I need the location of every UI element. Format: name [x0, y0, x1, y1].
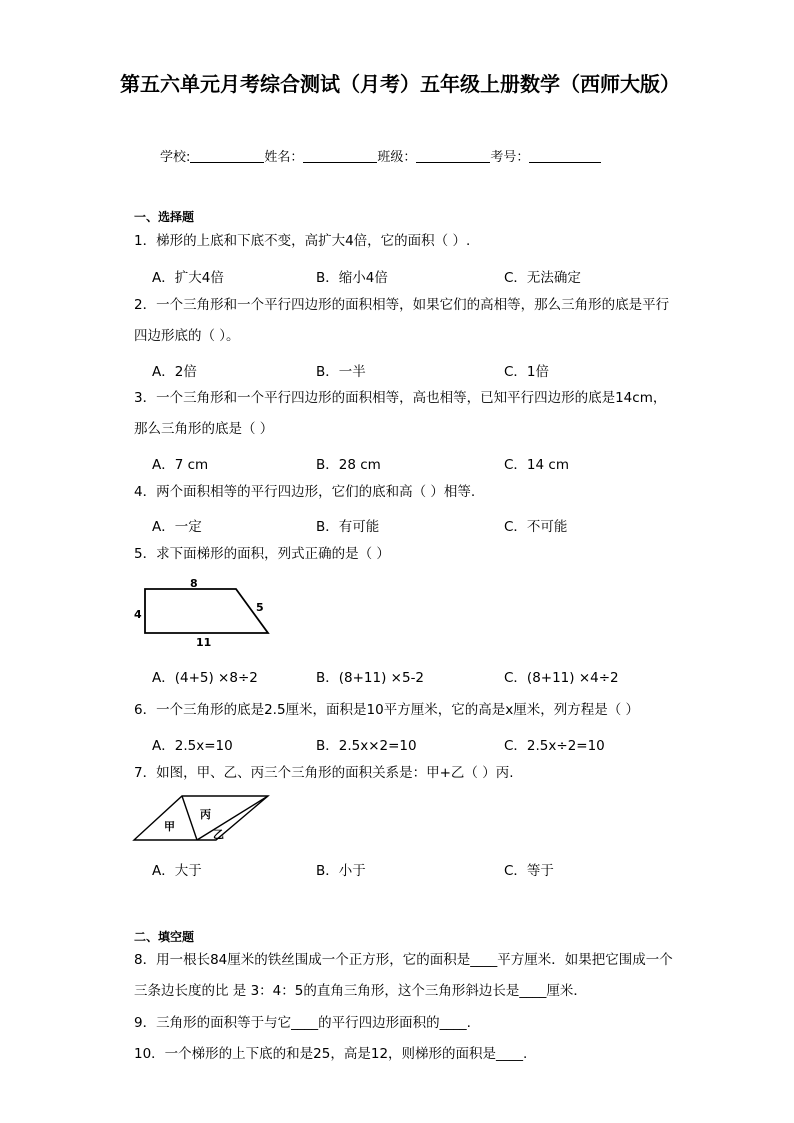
option-b[interactable]: B．(8+11) ×5-2 [316, 670, 425, 686]
option-a[interactable]: A．(4+5) ×8÷2 [152, 670, 258, 686]
class-blank[interactable] [416, 150, 490, 163]
question-8: 8．用一根长84厘米的铁丝围成一个正方形，它的面积是____平方厘米．如果把它围成一个三条边长度的比 是 3：4：5的直角三角形，这个三角形斜边长是____厘米． [134, 952, 673, 999]
option-b[interactable]: B．小于 [316, 863, 366, 879]
section-fill: 二、填空题 [134, 930, 195, 944]
option-b[interactable]: B．缩小4倍 [316, 270, 388, 286]
question-2: 2．一个三角形和一个平行四边形的面积相等，如果它们的高相等，那么三角形的底是平行四边形底的（ ）。 [134, 297, 670, 344]
question-1: 1．梯形的上底和下底不变，高扩大4倍，它的面积（ ）. [134, 233, 471, 249]
option-c[interactable]: C．不可能 [504, 519, 568, 535]
option-a[interactable]: A．7 cm [152, 457, 209, 473]
page-title: 第五六单元月考综合测试（月考）五年级上册数学（西师大版） [120, 72, 680, 96]
option-c[interactable]: C．14 cm [504, 457, 569, 473]
question-9: 9．三角形的面积等于与它____的平行四边形面积的____. [134, 1015, 471, 1031]
question-5: 5．求下面梯形的面积，列式正确的是（ ） [134, 546, 390, 562]
option-b[interactable]: B．2.5x×2=10 [316, 738, 417, 754]
option-a[interactable]: A．大于 [152, 863, 202, 879]
question-3: 3．一个三角形和一个平行四边形的面积相等，高也相等，已知平行四边形的底是14cm，那么三角形的底是（ ） [134, 390, 667, 437]
option-c[interactable]: C．(8+11) ×4÷2 [504, 670, 619, 686]
label-top: 8 [190, 577, 198, 590]
name-label: 姓名： [264, 150, 304, 165]
option-c[interactable]: C．1倍 [504, 364, 550, 380]
exam-no-blank[interactable] [529, 150, 601, 163]
label-right: 5 [256, 601, 264, 614]
option-c[interactable]: C．无法确定 [504, 270, 581, 286]
label-left: 4 [134, 608, 142, 621]
option-a[interactable]: A．2.5x=10 [152, 738, 233, 754]
option-c[interactable]: C．2.5x÷2=10 [504, 738, 605, 754]
school-label: 学校: [160, 150, 191, 165]
option-b[interactable]: B．一半 [316, 364, 366, 380]
option-b[interactable]: B．28 cm [316, 457, 381, 473]
exam-no-label: 考号： [490, 150, 530, 165]
option-a[interactable]: A．扩大4倍 [152, 270, 224, 286]
question-6: 6．一个三角形的底是2.5厘米，面积是10平方厘米，它的高是x厘米，列方程是（ ） [134, 702, 640, 718]
parallelogram-figure [130, 792, 275, 844]
option-a[interactable]: A．一定 [152, 519, 202, 535]
trapezoid-figure [130, 574, 280, 648]
name-blank[interactable] [303, 150, 377, 163]
option-b[interactable]: B．有可能 [316, 519, 380, 535]
label-yi: 乙 [213, 828, 224, 841]
section-choice: 一、选择题 [134, 210, 195, 224]
class-label: 班级： [377, 150, 417, 165]
question-7: 7．如图，甲、乙、丙三个三角形的面积关系是：甲+乙（ ）丙. [134, 765, 514, 781]
student-info [160, 146, 601, 165]
option-a[interactable]: A．2倍 [152, 364, 197, 380]
question-4: 4．两个面积相等的平行四边形，它们的底和高（ ）相等. [134, 484, 476, 500]
divider-line-1 [182, 796, 197, 840]
label-bing: 丙 [200, 808, 211, 821]
option-c[interactable]: C．等于 [504, 863, 554, 879]
school-blank[interactable] [190, 150, 264, 163]
trapezoid-shape [145, 589, 268, 633]
label-bottom: 11 [196, 636, 212, 648]
label-jia: 甲 [164, 820, 175, 833]
question-10: 10．一个梯形的上下底的和是25，高是12，则梯形的面积是____. [134, 1046, 528, 1062]
